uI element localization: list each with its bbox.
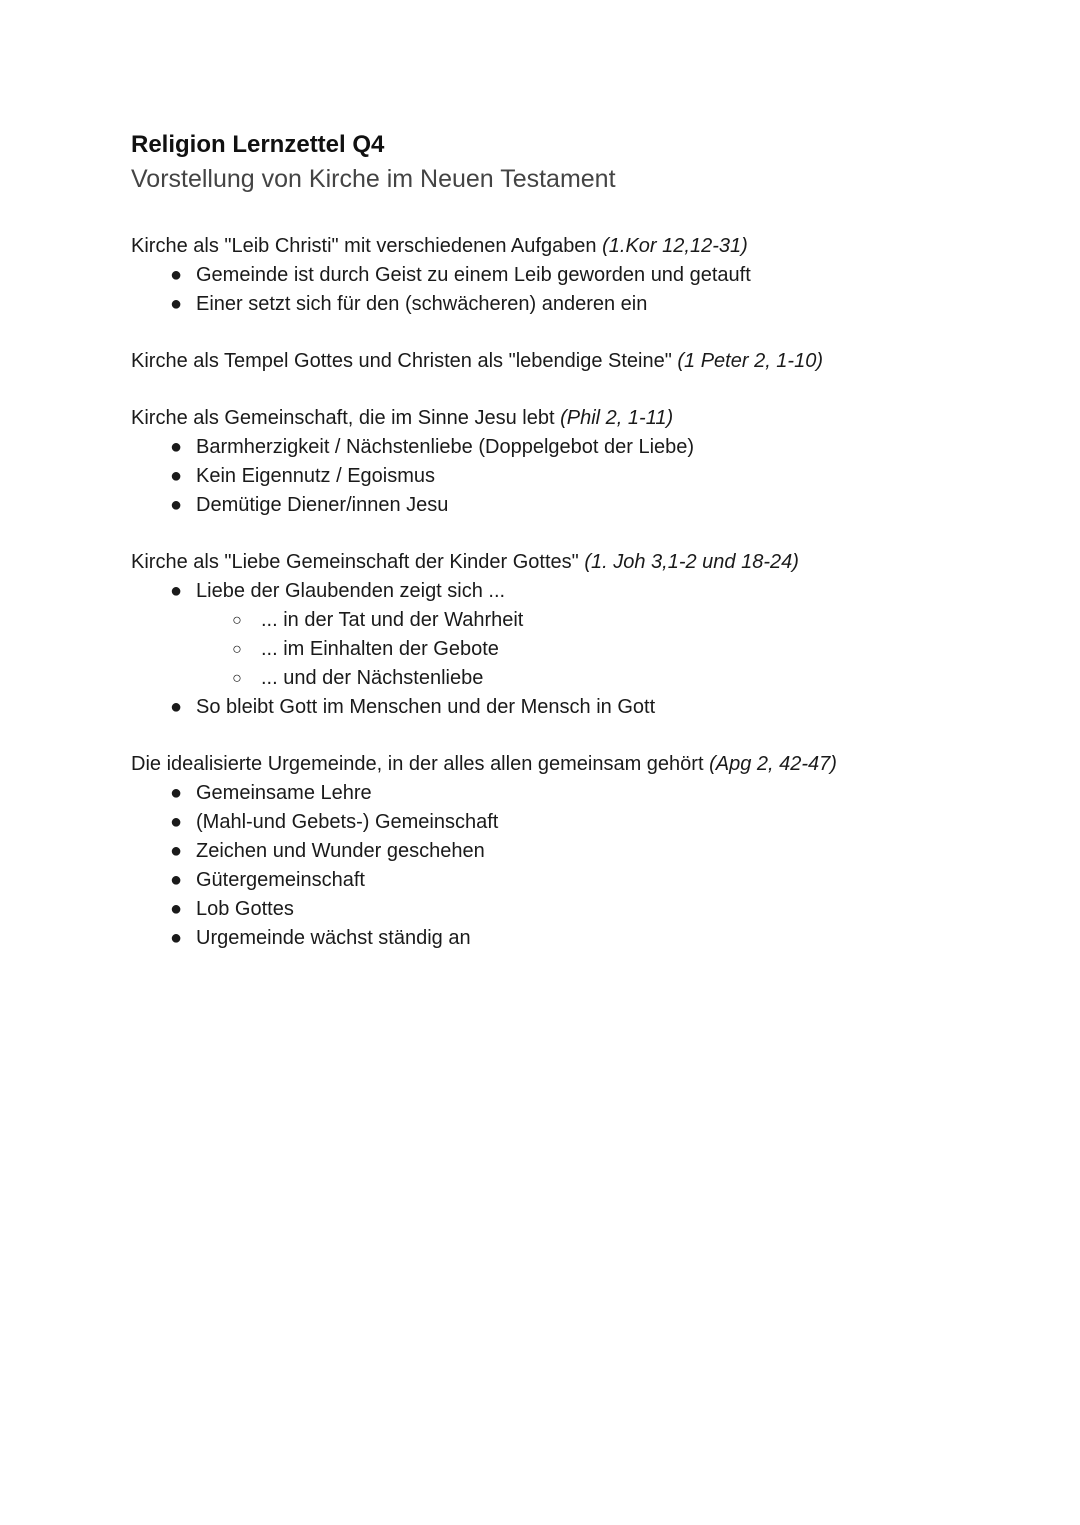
bullet-icon: ● (169, 494, 183, 516)
document-page (131, 128, 1011, 981)
list-item (131, 808, 1011, 837)
section-heading (131, 548, 1011, 577)
section-heading-text: Die idealisierte Urgemeinde, in der alles allen gemeinsam gehört (131, 753, 704, 775)
list-item (131, 837, 1011, 866)
section-heading-text: Kirche als "Leib Christi" mit verschiedenen Aufgaben (131, 235, 597, 257)
bullet-icon: ● (169, 580, 183, 602)
list-item (131, 261, 1011, 290)
hollow-bullet-icon: ○ (232, 612, 242, 629)
bible-reference: (1.Kor 12,12-31) (602, 235, 748, 257)
list-item (131, 290, 1011, 319)
list-item-text: Kein Eigennutz / Egoismus (196, 465, 436, 487)
section-heading (131, 750, 1011, 779)
list-item-text: Barmherzigkeit / Nächstenliebe (Doppelgebot der Liebe) (196, 436, 695, 458)
bullet-icon: ● (169, 840, 183, 862)
bullet-icon: ● (169, 782, 183, 804)
sub-list-item-text: ... in der Tat und der Wahrheit (261, 609, 524, 631)
sub-list-item (131, 635, 1011, 664)
bullet-icon: ● (169, 465, 183, 487)
list-item-text: Liebe der Glaubenden zeigt sich ... (196, 580, 506, 602)
section-gemeinschaft-jesu (131, 404, 1011, 520)
bible-reference: (1. Joh 3,1-2 und 18-24) (584, 551, 799, 573)
section-heading (131, 347, 1011, 376)
bullet-icon: ● (169, 927, 183, 949)
sub-bullet-list (196, 606, 1011, 693)
section-heading-text: Kirche als Tempel Gottes und Christen als "lebendige Steine" (131, 350, 672, 372)
list-item (131, 462, 1011, 491)
bullet-list (131, 577, 1011, 722)
list-item (131, 491, 1011, 520)
list-item (131, 779, 1011, 808)
sub-list-item (131, 606, 1011, 635)
sub-list-item (131, 664, 1011, 693)
list-item-text: Gemeinsame Lehre (196, 782, 372, 804)
list-item (131, 866, 1011, 895)
bullet-list (131, 261, 1011, 319)
bullet-icon: ● (169, 293, 183, 315)
bullet-icon: ● (169, 264, 183, 286)
section-heading-text: Kirche als "Liebe Gemeinschaft der Kinder Gottes" (131, 551, 579, 573)
section-tempel-gottes (131, 347, 1011, 376)
list-item (131, 693, 1011, 722)
list-item-text: Gemeinde ist durch Geist zu einem Leib geworden und getauft (196, 264, 751, 286)
list-item (131, 577, 1011, 693)
list-item-text: Urgemeinde wächst ständig an (196, 927, 471, 949)
bible-reference: (Phil 2, 1-11) (560, 407, 674, 429)
list-item-text: Zeichen und Wunder geschehen (196, 840, 485, 862)
list-item-text: (Mahl-und Gebets-) Gemeinschaft (196, 811, 499, 833)
document-title: Religion Lernzettel Q4 (131, 131, 385, 158)
sub-list-item-text: ... und der Nächstenliebe (261, 667, 484, 689)
section-heading (131, 232, 1011, 261)
list-item (131, 895, 1011, 924)
sub-list-item-text: ... im Einhalten der Gebote (261, 638, 499, 660)
list-item-text: Gütergemeinschaft (196, 869, 365, 891)
list-item-text: Einer setzt sich für den (schwächeren) anderen ein (196, 293, 648, 315)
bullet-icon: ● (169, 869, 183, 891)
list-item (131, 924, 1011, 953)
bullet-list (131, 433, 1011, 520)
bullet-icon: ● (169, 811, 183, 833)
list-item-text: Lob Gottes (196, 898, 294, 920)
list-item-text: So bleibt Gott im Menschen und der Mensch in Gott (196, 696, 656, 718)
section-heading-text: Kirche als Gemeinschaft, die im Sinne Jesu lebt (131, 407, 555, 429)
bible-reference: (1 Peter 2, 1-10) (677, 350, 823, 372)
bullet-icon: ● (169, 898, 183, 920)
bullet-icon: ● (169, 696, 183, 718)
bullet-icon: ● (169, 436, 183, 458)
section-urgemeinde (131, 750, 1011, 953)
list-item (131, 433, 1011, 462)
bullet-list (131, 779, 1011, 953)
section-kinder-gottes (131, 548, 1011, 722)
hollow-bullet-icon: ○ (232, 641, 242, 658)
section-leib-christi (131, 232, 1011, 319)
document-subtitle: Vorstellung von Kirche im Neuen Testament (131, 165, 616, 193)
section-heading (131, 404, 1011, 433)
hollow-bullet-icon: ○ (232, 670, 242, 687)
bible-reference: (Apg 2, 42-47) (709, 753, 837, 775)
list-item-text: Demütige Diener/innen Jesu (196, 494, 449, 516)
